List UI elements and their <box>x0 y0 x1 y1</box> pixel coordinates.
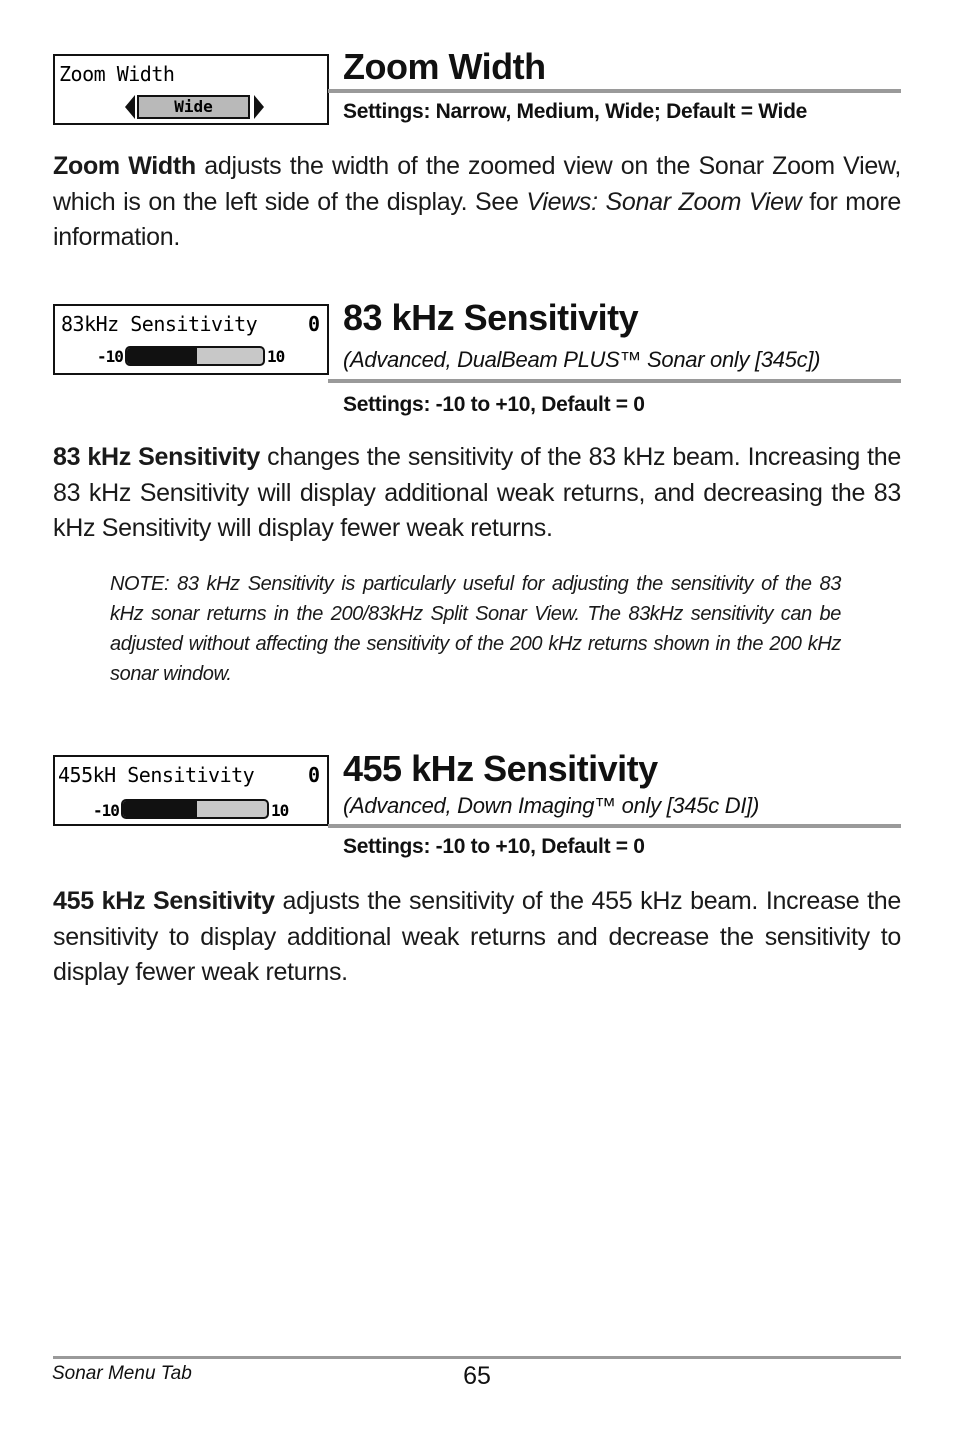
zoom-width-description <box>53 149 901 256</box>
zoom-width-reference: Views: Sonar Zoom View <box>526 187 802 216</box>
83khz-widget-value: 0 <box>308 312 321 336</box>
83khz-subtitle: (Advanced, DualBeam PLUS™ Sonar only [345c]) <box>343 347 821 372</box>
83khz-widget-max: 10 <box>267 347 285 366</box>
455khz-sensitivity-menu-widget[interactable] <box>53 755 329 826</box>
83khz-slider-fill <box>127 348 195 364</box>
455khz-text-1: adjusts the sensitivity of the 455 kHz beam. Increase the sensitivity to display additional weak returns and decrease the sensitivity to display fewer weak returns. <box>53 887 901 986</box>
zoom-width-heading: Zoom Width <box>343 46 546 87</box>
note-text: 83 kHz Sensitivity is particularly useful for adjusting the sensitivity of the 83 kHz sonar returns in the 200/83kHz Split Sonar View. The 83kHz sensitivity can be adjusted without affecting the sensitivity of the 200 kHz returns shown in the 200 kHz sonar window. <box>110 573 841 685</box>
83khz-slider-thumb[interactable] <box>193 346 197 366</box>
455khz-widget-max: 10 <box>271 801 289 820</box>
note-lead: NOTE: <box>110 573 170 595</box>
footer-section-name: Sonar Menu Tab <box>52 1363 192 1384</box>
83khz-sensitivity-slider[interactable] <box>125 346 265 366</box>
83khz-settings: Settings: -10 to +10, Default = 0 <box>343 393 645 416</box>
page-number: 65 <box>463 1362 491 1390</box>
83khz-heading-rule <box>328 379 901 383</box>
455khz-heading: 455 kHz Sensitivity <box>343 748 658 789</box>
footer-rule <box>53 1356 901 1359</box>
zoom-width-menu-widget[interactable] <box>53 54 329 125</box>
455khz-heading-rule <box>328 824 901 828</box>
455khz-slider-thumb[interactable] <box>193 799 197 819</box>
455khz-bold-lead: 455 kHz Sensitivity <box>53 887 275 915</box>
83khz-text-1: changes the sensitivity of the 83 kHz beam. Increasing the 83 kHz Sensitivity will display additional weak returns, and decreasing the 83 kHz Sensitivity will display fewer weak returns. <box>53 443 901 542</box>
83khz-bold-lead: 83 kHz Sensitivity <box>53 443 260 471</box>
zoom-width-option[interactable]: Wide <box>137 95 250 119</box>
zoom-width-text-1: adjusts the width of the zoomed view on the Sonar Zoom View, which is on the left side of the display. See <box>53 152 901 216</box>
455khz-settings: Settings: -10 to +10, Default = 0 <box>343 835 645 858</box>
455khz-widget-label: 455kH Sensitivity <box>58 763 255 787</box>
455khz-description <box>53 884 901 991</box>
83khz-sensitivity-menu-widget[interactable] <box>53 304 329 375</box>
83khz-widget-label: 83kHz Sensitivity <box>61 312 258 336</box>
83khz-heading: 83 kHz Sensitivity <box>343 297 639 338</box>
zoom-width-text-2: for more information. <box>53 187 901 251</box>
zoom-width-widget-label: Zoom Width <box>59 62 175 86</box>
83khz-widget-min: -10 <box>97 347 123 366</box>
455khz-slider-fill <box>123 801 195 817</box>
83khz-note <box>110 569 841 689</box>
455khz-widget-value: 0 <box>308 763 321 787</box>
zoom-width-bold-lead: Zoom Width <box>53 152 196 180</box>
zoom-width-heading-rule <box>328 89 901 93</box>
arrow-right-icon[interactable] <box>254 95 264 119</box>
83khz-description <box>53 440 901 547</box>
zoom-width-settings: Settings: Narrow, Medium, Wide; Default = Wide <box>343 100 808 123</box>
455khz-subtitle: (Advanced, Down Imaging™ only [345c DI]) <box>343 793 759 818</box>
455khz-widget-min: -10 <box>93 801 119 820</box>
arrow-left-icon[interactable] <box>125 95 135 119</box>
455khz-sensitivity-slider[interactable] <box>121 799 269 819</box>
